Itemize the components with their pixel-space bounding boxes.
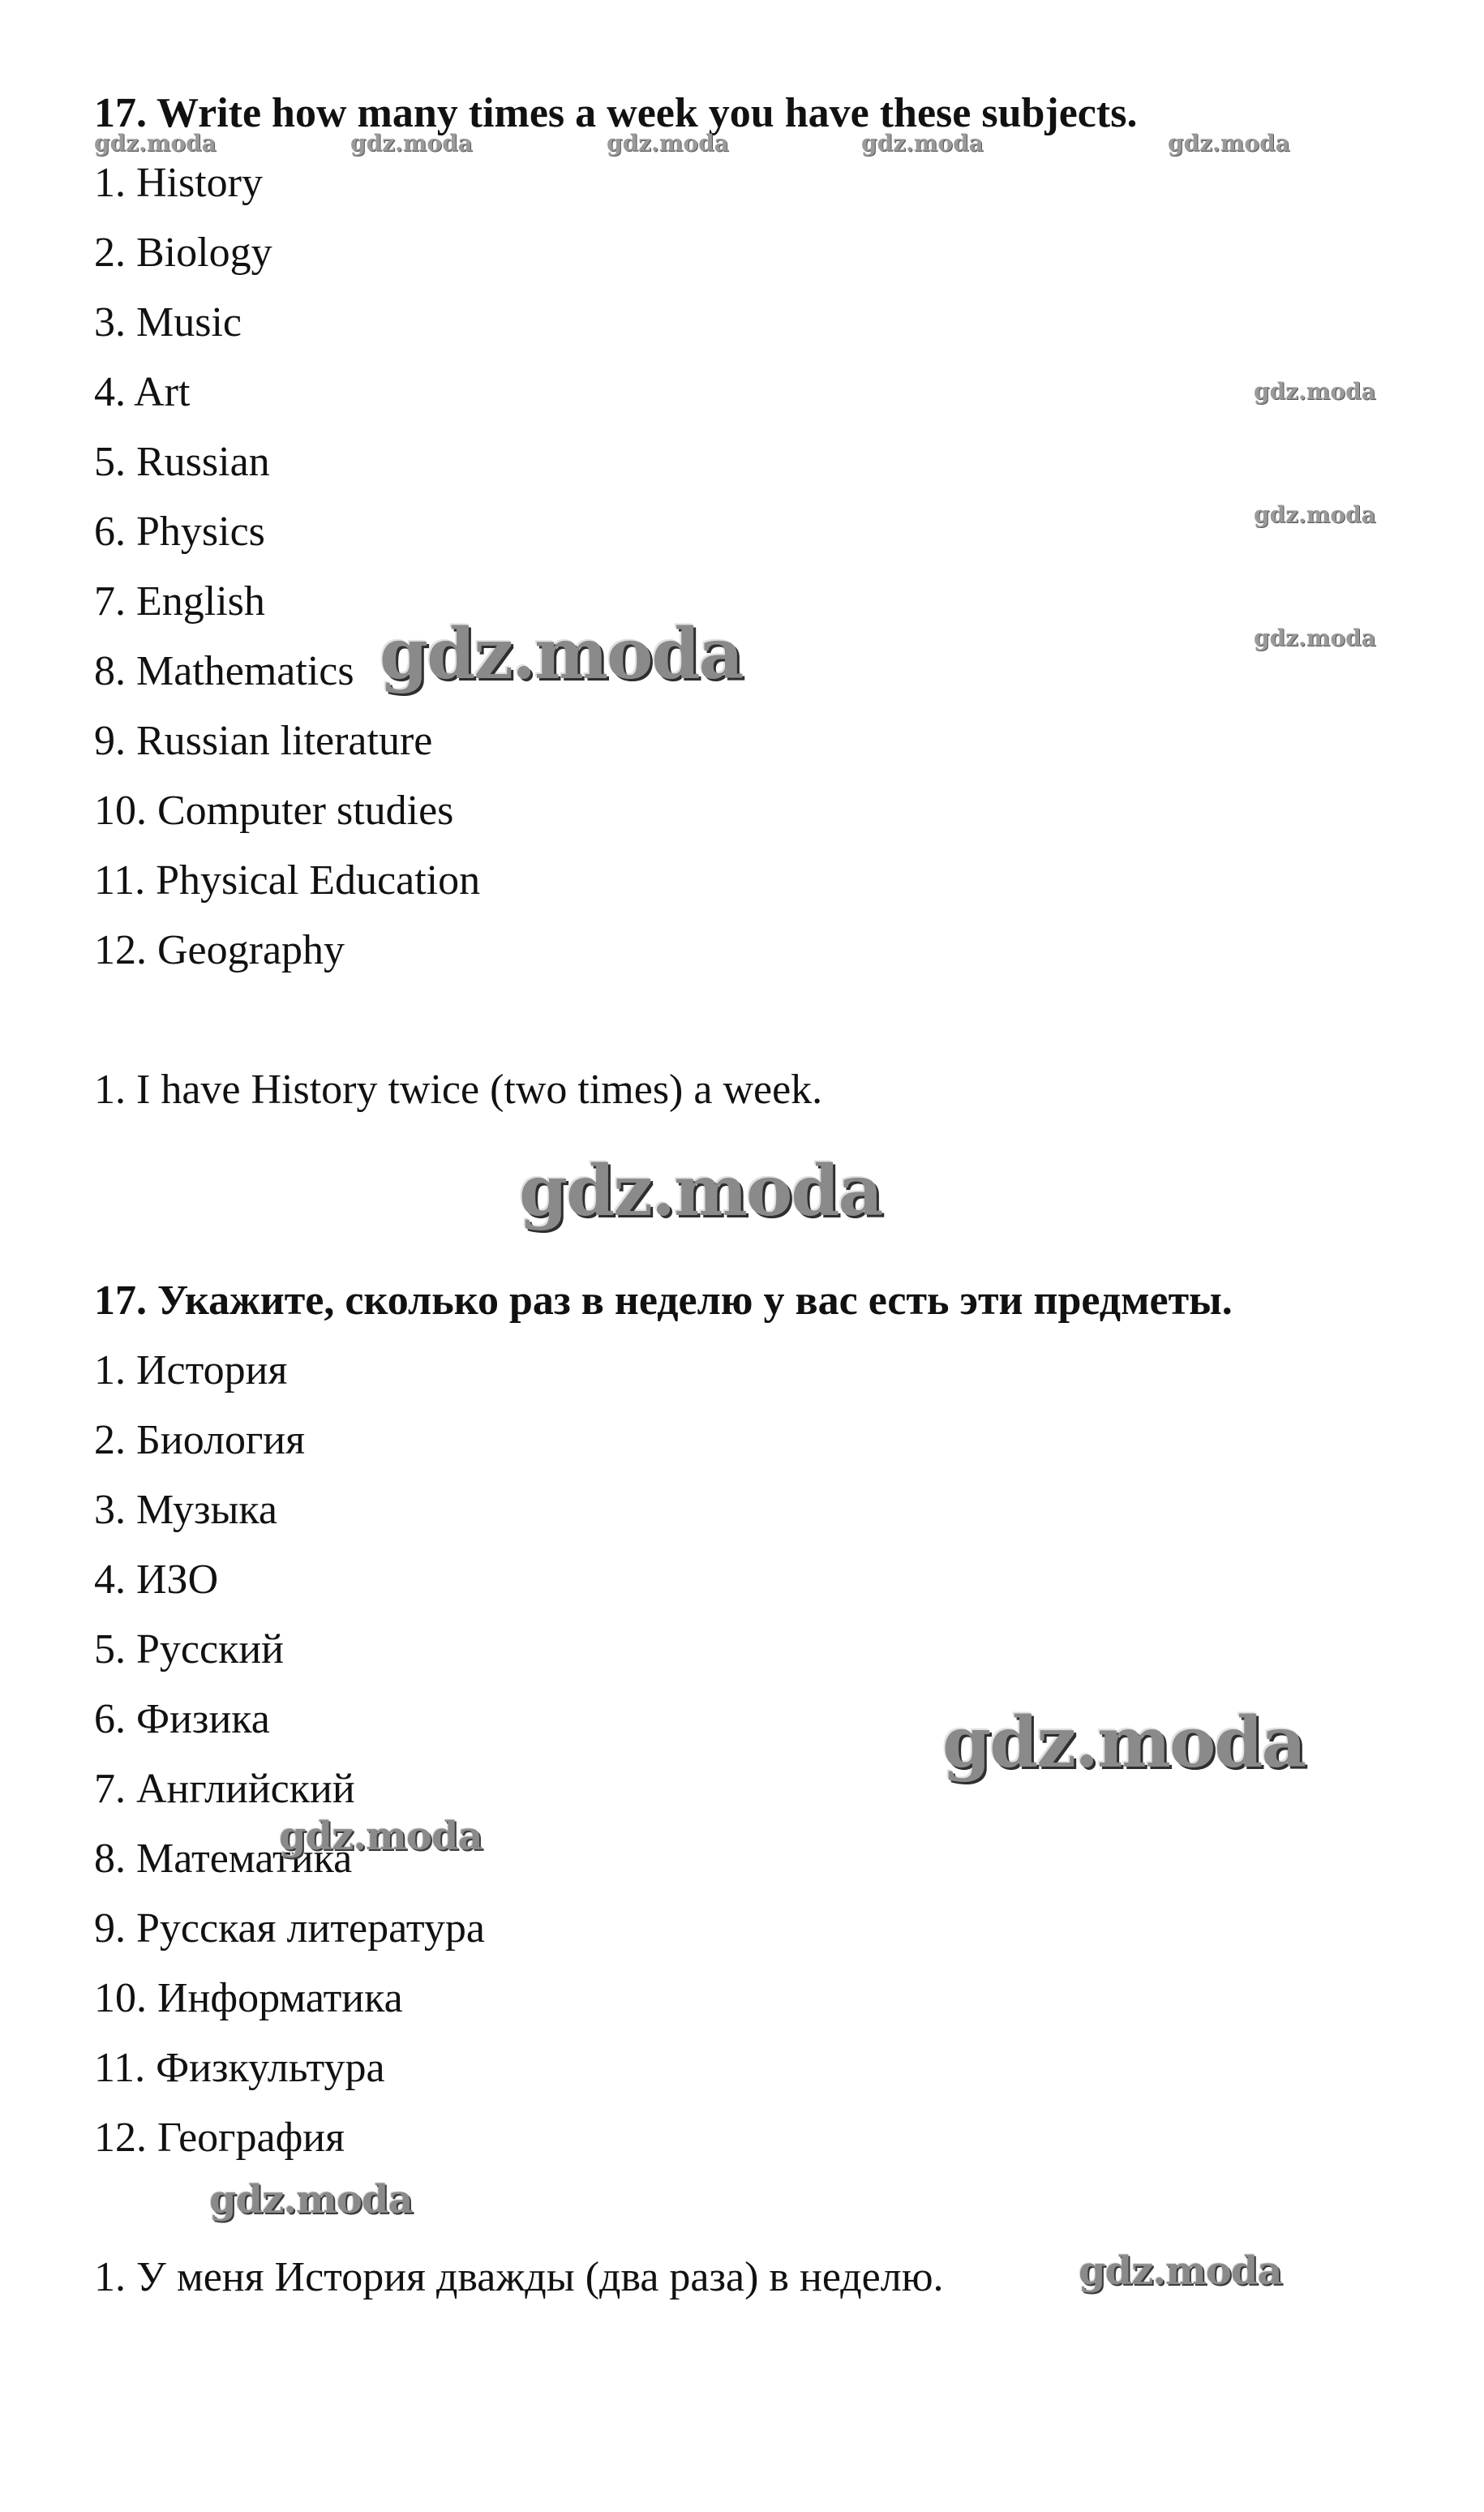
watermark: gdz.moda bbox=[942, 1702, 1306, 1784]
exercise-en-item: 11. Physical Education bbox=[94, 857, 481, 904]
exercise-en-item: 1. History bbox=[94, 160, 263, 206]
exercise-ru-answer: 1. У меня История дважды (два раза) в неделю. bbox=[94, 2254, 944, 2300]
exercise-ru-item: 12. География bbox=[94, 2115, 345, 2161]
exercise-en-item: 10. Computer studies bbox=[94, 788, 454, 834]
exercise-ru-item: 11. Физкультура bbox=[94, 2045, 385, 2091]
exercise-en-item: 7. English bbox=[94, 578, 265, 625]
watermark: gdz.moda bbox=[94, 130, 217, 157]
watermark: gdz.moda bbox=[607, 130, 729, 157]
watermark: gdz.moda bbox=[279, 1814, 483, 1859]
exercise-en-item: 12. Geography bbox=[94, 927, 345, 973]
exercise-en-item: 9. Russian literature bbox=[94, 718, 433, 764]
exercise-ru-item: 6. Физика bbox=[94, 1696, 270, 1742]
exercise-ru-item: 3. Музыка bbox=[94, 1487, 277, 1533]
exercise-en-heading: 17. Write how many times a week you have these subjects. bbox=[94, 90, 1138, 136]
exercise-ru-item: 7. Английский bbox=[94, 1766, 355, 1812]
exercise-ru-item: 8. Математика bbox=[94, 1836, 353, 1882]
exercise-ru-heading: 17. Укажите, сколько раз в неделю у вас есть эти предметы. bbox=[94, 1277, 1233, 1324]
watermark: gdz.moda bbox=[209, 2177, 413, 2222]
watermark: gdz.moda bbox=[1254, 625, 1376, 651]
exercise-ru-item: 5. Русский bbox=[94, 1626, 284, 1673]
watermark: gdz.moda bbox=[1254, 501, 1376, 528]
exercise-en-item: 6. Physics bbox=[94, 509, 265, 555]
exercise-en-item: 2. Biology bbox=[94, 230, 272, 276]
exercise-ru-item: 1. История bbox=[94, 1347, 288, 1393]
watermark: gdz.moda bbox=[350, 130, 473, 157]
watermark: gdz.moda bbox=[1254, 378, 1376, 405]
exercise-ru-item: 9. Русская литература bbox=[94, 1905, 485, 1952]
exercise-en-item: 4. Art bbox=[94, 369, 191, 415]
watermark: gdz.moda bbox=[519, 1150, 882, 1232]
exercise-ru-item: 2. Биология bbox=[94, 1417, 306, 1463]
watermark: gdz.moda bbox=[1079, 2248, 1282, 2294]
exercise-en-item: 8. Mathematics bbox=[94, 648, 354, 694]
watermark: gdz.moda bbox=[1168, 130, 1290, 157]
exercise-ru-item: 10. Информатика bbox=[94, 1975, 403, 2021]
exercise-en-item: 3. Music bbox=[94, 299, 242, 346]
exercise-en-answer: 1. I have History twice (two times) a week. bbox=[94, 1067, 823, 1113]
exercise-en-item: 5. Russian bbox=[94, 439, 270, 485]
watermark: gdz.moda bbox=[861, 130, 984, 157]
exercise-ru-item: 4. ИЗО bbox=[94, 1557, 219, 1603]
watermark: gdz.moda bbox=[380, 613, 743, 695]
